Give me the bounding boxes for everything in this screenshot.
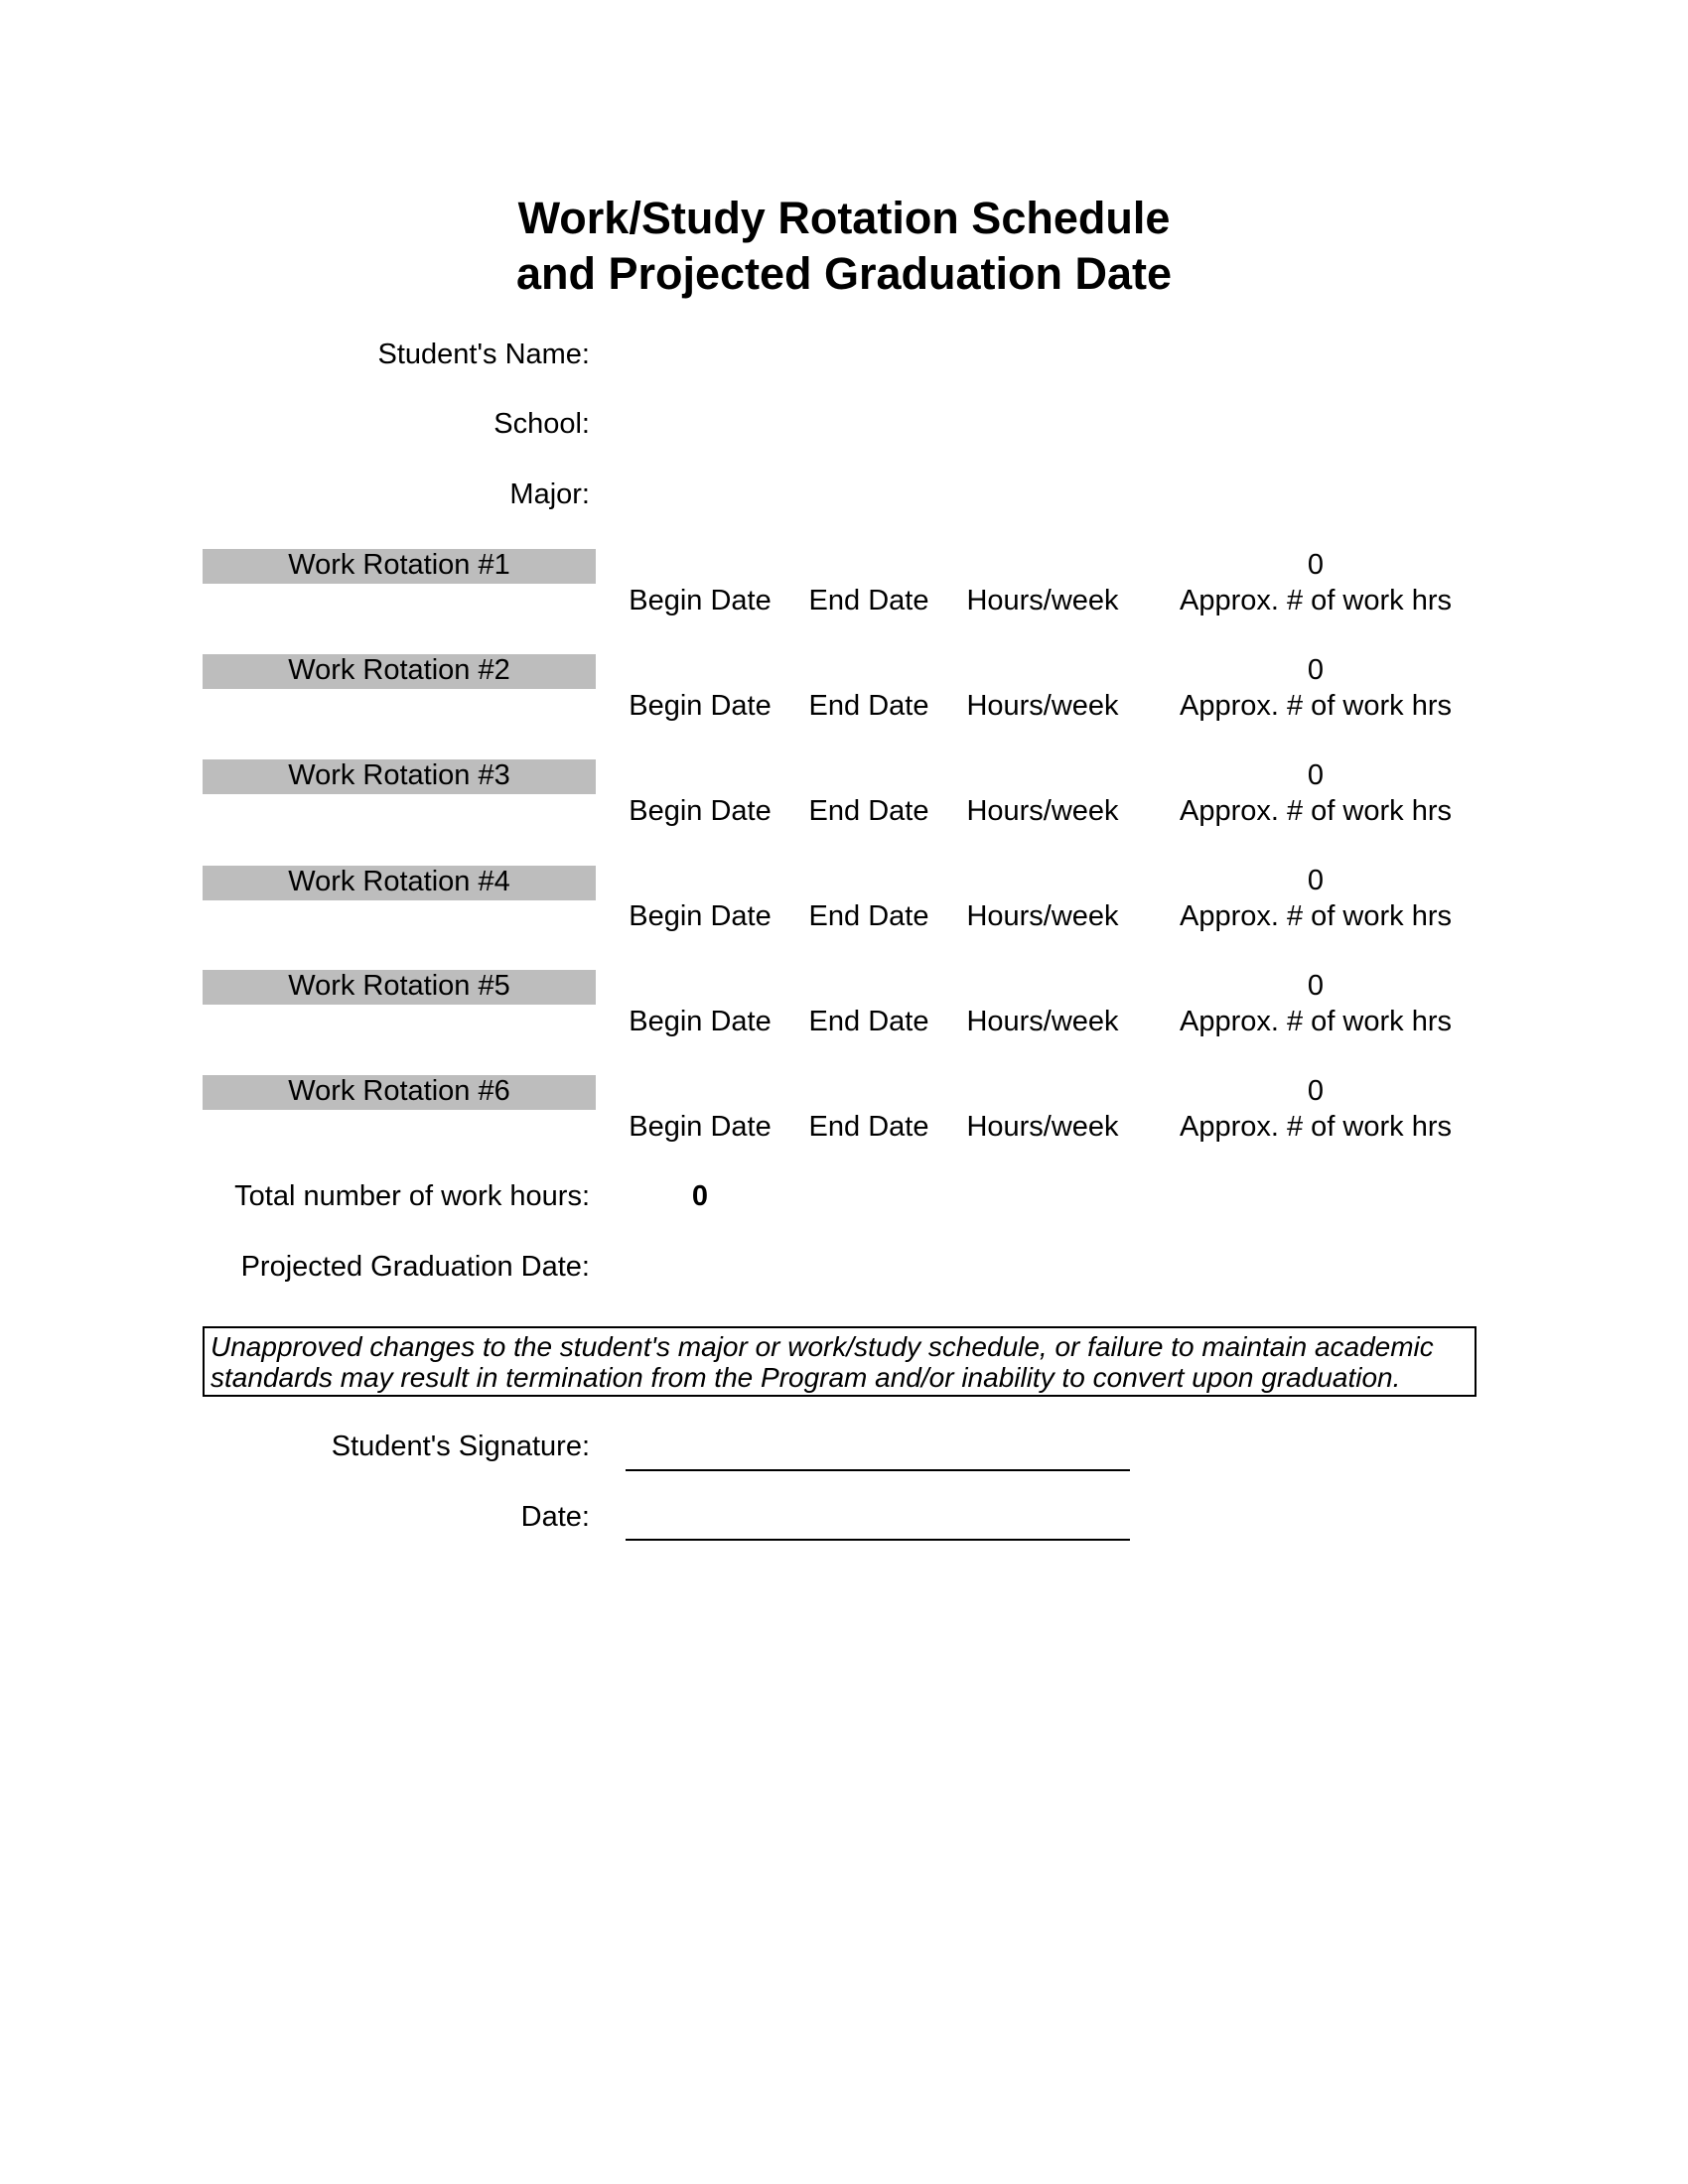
hours-week-header: Hours/week (966, 795, 1119, 827)
approx-hours-header: Approx. # of work hrs (1180, 795, 1452, 827)
begin-date-header: Begin Date (629, 690, 772, 722)
rotation-hours-value: 0 (1307, 759, 1325, 791)
approx-hours-header: Approx. # of work hrs (1180, 585, 1452, 616)
end-date-header: End Date (808, 690, 929, 722)
hours-week-header: Hours/week (966, 1111, 1119, 1143)
hours-week-header: Hours/week (966, 585, 1119, 616)
end-date-header: End Date (808, 1006, 929, 1037)
total-hours-value: 0 (691, 1180, 709, 1212)
notice-box: Unapproved changes to the student's major or work/study schedule, or failure to maintain academic standards may result in termination from the Program and/or inability to convert upon graduation. (203, 1326, 1477, 1397)
rotation-hours-value: 0 (1307, 970, 1325, 1002)
rotation-hours-value: 0 (1307, 549, 1325, 581)
end-date-header: End Date (808, 900, 929, 932)
hours-week-header: Hours/week (966, 1006, 1119, 1037)
rotation-label: Work Rotation #2 (203, 654, 596, 689)
end-date-header: End Date (808, 1111, 929, 1143)
date-label: Date: (520, 1501, 590, 1533)
title-line-2: and Projected Graduation Date (515, 248, 1173, 299)
begin-date-header: Begin Date (629, 900, 772, 932)
begin-date-header: Begin Date (629, 795, 772, 827)
begin-date-header: Begin Date (629, 1111, 772, 1143)
rotation-label: Work Rotation #3 (203, 759, 596, 794)
rotation-label: Work Rotation #5 (203, 970, 596, 1005)
begin-date-header: Begin Date (629, 585, 772, 616)
rotation-hours-value: 0 (1307, 654, 1325, 686)
approx-hours-header: Approx. # of work hrs (1180, 690, 1452, 722)
signature-label: Student's Signature: (331, 1431, 590, 1462)
student-name-label: Student's Name: (377, 339, 590, 370)
begin-date-header: Begin Date (629, 1006, 772, 1037)
end-date-header: End Date (808, 585, 929, 616)
hours-week-header: Hours/week (966, 690, 1119, 722)
school-label: School: (493, 408, 590, 440)
approx-hours-header: Approx. # of work hrs (1180, 1111, 1452, 1143)
end-date-header: End Date (808, 795, 929, 827)
approx-hours-header: Approx. # of work hrs (1180, 900, 1452, 932)
approx-hours-header: Approx. # of work hrs (1180, 1006, 1452, 1037)
title-line-1: Work/Study Rotation Schedule (517, 193, 1171, 243)
rotation-label: Work Rotation #6 (203, 1075, 596, 1110)
graduation-date-label: Projected Graduation Date: (240, 1251, 590, 1283)
rotation-hours-value: 0 (1307, 1075, 1325, 1107)
date-line[interactable] (626, 1539, 1130, 1541)
major-label: Major: (509, 478, 590, 510)
signature-line[interactable] (626, 1469, 1130, 1471)
page-title (0, 191, 1688, 302)
total-hours-label: Total number of work hours: (234, 1180, 590, 1212)
rotation-hours-value: 0 (1307, 865, 1325, 896)
rotation-label: Work Rotation #1 (203, 549, 596, 584)
hours-week-header: Hours/week (966, 900, 1119, 932)
rotation-label: Work Rotation #4 (203, 866, 596, 900)
